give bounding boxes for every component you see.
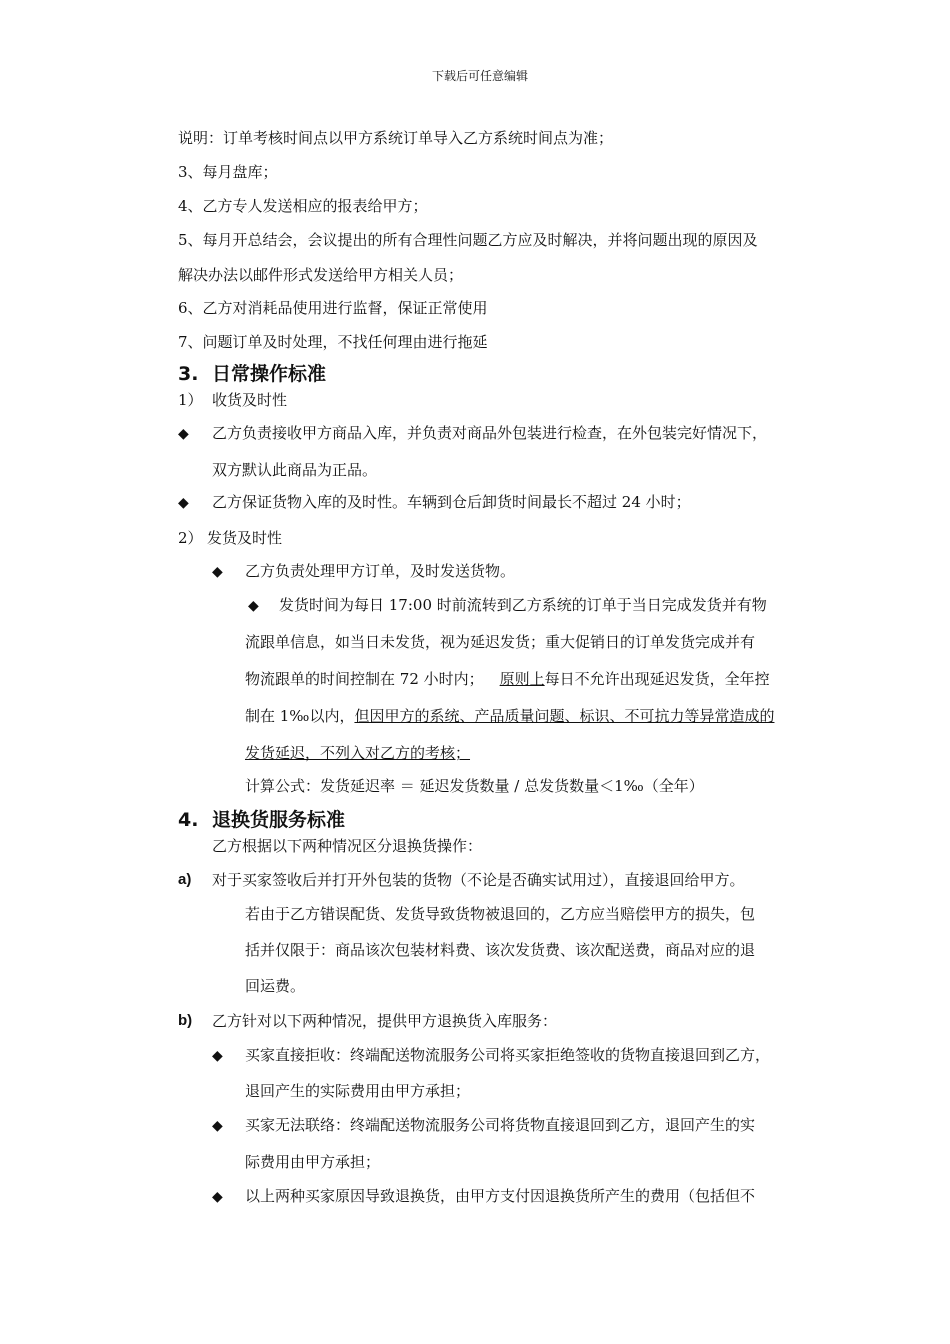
text-span: 制在 1‰以内， bbox=[245, 707, 355, 725]
bullet-text: 买家直接拒收：终端配送物流服务公司将买家拒绝签收的货物直接退回到乙方， bbox=[245, 1046, 771, 1064]
bullet-text: 乙方保证货物入库的及时性。车辆到仓后卸货时间最长不超过 24 小时； bbox=[212, 493, 691, 511]
bullet-text-continued: 际费用由甲方承担； bbox=[245, 1153, 381, 1171]
item-a-text-continued: 括并仅限于：商品该次包装材料费、该次发货费、该次配送费，商品对应的退 bbox=[245, 941, 756, 959]
bullet-text-continued: 退回产生的实际费用由甲方承担； bbox=[245, 1082, 471, 1100]
diamond-bullet-icon: ◆ bbox=[212, 1048, 223, 1064]
bullet-text: 以上两种买家原因导致退换货，由甲方支付因退换货所产生的费用（包括但不 bbox=[245, 1187, 756, 1205]
underlined-text: 发货延迟，不列入对乙方的考核； bbox=[245, 744, 471, 762]
section-3-number: 3. bbox=[178, 363, 199, 385]
subsection-2-label: 发货及时性 bbox=[207, 529, 283, 547]
list-item: 3、每月盘库； bbox=[178, 163, 278, 181]
subsection-1-label: 收货及时性 bbox=[212, 391, 288, 409]
list-item: 5、每月开总结会，会议提出的所有合理性问题乙方应及时解决，并将问题出现的原因及 bbox=[178, 231, 758, 249]
note-paragraph: 说明：订单考核时间点以甲方系统订单导入乙方系统时间点为准； bbox=[178, 129, 614, 147]
diamond-bullet-icon: ◆ bbox=[178, 495, 189, 511]
section-4-intro: 乙方根据以下两种情况区分退换货操作： bbox=[212, 837, 483, 855]
item-a-label: a) bbox=[178, 871, 192, 888]
list-item: 7、问题订单及时处理，不找任何理由进行拖延 bbox=[178, 333, 488, 351]
section-4-title: 退换货服务标准 bbox=[212, 809, 346, 831]
diamond-bullet-icon: ◆ bbox=[212, 1118, 223, 1134]
subsection-2-number: 2） bbox=[178, 529, 203, 547]
bullet-text: 乙方负责接收甲方商品入库，并负责对商品外包装进行检查，在外包装完好情况下， bbox=[212, 424, 768, 442]
diamond-bullet-icon: ◆ bbox=[178, 426, 189, 442]
list-item: 4、乙方专人发送相应的报表给甲方； bbox=[178, 197, 428, 215]
item-a-text-continued: 回运费。 bbox=[245, 977, 306, 995]
item-b-label: b) bbox=[178, 1012, 193, 1029]
bullet-text: 买家无法联络：终端配送物流服务公司将货物直接退回到乙方，退回产生的实 bbox=[245, 1116, 756, 1134]
bullet-text: 发货时间为每日 17:00 时前流转到乙方系统的订单于当日完成发货并有物 bbox=[279, 596, 767, 614]
subsection-1-number: 1） bbox=[178, 391, 203, 409]
page-header-note: 下载后可任意编辑 bbox=[432, 69, 529, 83]
bullet-text-continued bbox=[245, 706, 774, 726]
item-a-text-continued: 若由于乙方错误配货、发货导致货物被退回的，乙方应当赔偿甲方的损失，包 bbox=[245, 905, 756, 923]
list-item: 6、乙方对消耗品使用进行监督，保证正常使用 bbox=[178, 299, 488, 317]
diamond-bullet-icon: ◆ bbox=[212, 1189, 223, 1205]
item-b-text: 乙方针对以下两种情况，提供甲方退换货入库服务： bbox=[212, 1012, 558, 1030]
text-span: 物流跟单的时间控制在 72 小时内； bbox=[245, 670, 484, 688]
list-item-continued: 解决办法以邮件形式发送给甲方相关人员； bbox=[178, 266, 464, 284]
diamond-bullet-icon: ◆ bbox=[212, 564, 223, 580]
bullet-text: 乙方负责处理甲方订单，及时发送货物。 bbox=[245, 562, 516, 580]
formula-text: 计算公式：发货延迟率 ＝ 延迟发货数量 / 总发货数量＜1‰（全年） bbox=[245, 777, 704, 795]
underlined-text: 原则上 bbox=[499, 670, 545, 688]
item-a-text: 对于买家签收后并打开外包装的货物（不论是否确实试用过），直接退回给甲方。 bbox=[212, 871, 745, 889]
bullet-text-continued: 流跟单信息，如当日未发货，视为延迟发货；重大促销日的订单发货完成并有 bbox=[245, 633, 756, 651]
diamond-bullet-icon: ◆ bbox=[248, 598, 259, 614]
underlined-text: 但因甲方的系统、产品质量问题、标识、不可抗力等异常造成的 bbox=[354, 707, 775, 725]
section-4-number: 4. bbox=[178, 809, 199, 831]
bullet-text-continued: 双方默认此商品为正品。 bbox=[212, 461, 378, 479]
bullet-text-continued bbox=[245, 669, 770, 689]
text-span: 每日不允许出现延迟发货，全年控 bbox=[544, 670, 770, 688]
section-3-title: 日常操作标准 bbox=[212, 363, 327, 385]
